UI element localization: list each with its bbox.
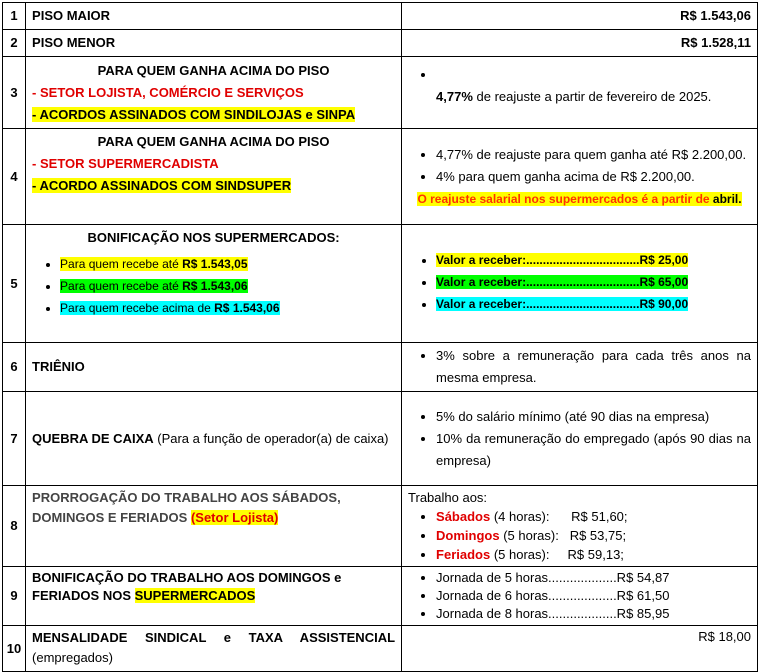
row-number: 8 <box>3 486 26 567</box>
section-title: BONIFICAÇÃO NOS SUPERMERCADOS: <box>87 230 340 245</box>
list-item: • Valor a receber:..................................R$ 65,00 <box>436 271 751 293</box>
table-row <box>3 30 758 57</box>
row-number: 5 <box>3 225 26 343</box>
row-description <box>26 129 402 225</box>
row-number: 1 <box>3 3 26 30</box>
row-number: 7 <box>3 392 26 486</box>
row-detail <box>402 57 758 129</box>
list-item: • Sábados (4 horas): R$ 51,60; <box>436 507 751 526</box>
list-item: • Feriados (5 horas): R$ 59,13; <box>436 545 751 564</box>
row-label: TRIÊNIO <box>26 343 402 392</box>
row-detail <box>402 129 758 225</box>
list-item: • Domingos (5 horas): R$ 53,75; <box>436 526 751 545</box>
table-row <box>3 57 758 129</box>
row-number: 2 <box>3 30 26 57</box>
list-item: • 4,77% de reajuste para quem ganha até R$ 2.200,00. <box>436 144 751 166</box>
list-item: • Para quem recebe acima de R$ 1.543,06 <box>60 297 395 319</box>
list-item: • 4% para quem ganha acima de R$ 2.200,00. <box>436 166 751 188</box>
row-number: 10 <box>3 626 26 672</box>
list-item: • Jornada de 5 horas...................R$ 54,87 <box>436 569 751 587</box>
row-label: PISO MAIOR <box>26 3 402 30</box>
row-description: BONIFICAÇÃO DO TRABALHO AOS DOMINGOS e FERIADOS NOS SUPERMERCADOS <box>26 567 402 626</box>
row-number: 4 <box>3 129 26 225</box>
row-detail <box>402 392 758 486</box>
table-row <box>3 392 758 486</box>
row-value: R$ 1.543,06 <box>402 3 758 30</box>
row-detail <box>402 225 758 343</box>
row-description: MENSALIDADE SINDICAL e TAXA ASSISTENCIAL (empregados) <box>26 626 402 672</box>
sector-label: - SETOR SUPERMERCADISTA <box>32 156 219 171</box>
list-item: • Para quem recebe até R$ 1.543,05 <box>60 253 395 275</box>
row-description: QUEBRA DE CAIXA (Para a função de operador(a) de caixa) <box>26 392 402 486</box>
row-number: 3 <box>3 57 26 129</box>
salary-table <box>2 2 758 672</box>
row-number: 9 <box>3 567 26 626</box>
row-value: R$ 18,00 <box>402 626 758 672</box>
raise-percent: 4,77% <box>436 88 473 104</box>
row-value: R$ 1.528,11 <box>402 30 758 57</box>
table-row <box>3 129 758 225</box>
list-item: • Jornada de 8 horas...................R$ 85,95 <box>436 605 751 623</box>
row-label: PISO MENOR <box>26 30 402 57</box>
section-title: PARA QUEM GANHA ACIMA DO PISO <box>97 62 330 78</box>
section-title: PARA QUEM GANHA ACIMA DO PISO <box>97 134 330 149</box>
agreement-label: - ACORDO ASSINADOS COM SINDSUPER <box>32 178 292 193</box>
row-description <box>26 57 402 129</box>
list-item: • Valor a receber:..................................R$ 25,00 <box>436 249 751 271</box>
table-row <box>3 3 758 30</box>
raise-note: O reajuste salarial nos supermercados é a partir de <box>417 191 713 206</box>
row-number: 6 <box>3 343 26 392</box>
table-row <box>3 567 758 626</box>
list-item: • Valor a receber:..................................R$ 90,00 <box>436 293 751 315</box>
list-item <box>436 64 751 86</box>
table-row <box>3 486 758 567</box>
list-item: • 10% da remuneração do empregado (após 90 dias na empresa) <box>436 428 751 472</box>
row-detail <box>402 567 758 626</box>
table-row <box>3 225 758 343</box>
list-item: • Jornada de 6 horas...................R$ 61,50 <box>436 587 751 605</box>
sector-label: - SETOR LOJISTA, COMÉRCIO E SERVIÇOS <box>32 84 304 100</box>
raise-text: de reajuste a partir de fevereiro de 2025. <box>472 88 712 104</box>
agreement-label: - ACORDOS ASSINADOS COM SINDILOJAS e SINPA <box>32 106 356 122</box>
list-item: • Para quem recebe até R$ 1.543,06 <box>60 275 395 297</box>
row-description: PRORROGAÇÃO DO TRABALHO AOS SÁBADOS, DOMINGOS E FERIADOS (Setor Lojista) <box>26 486 402 567</box>
row-detail <box>402 343 758 392</box>
row-detail <box>402 486 758 567</box>
work-intro: Trabalho aos: <box>408 490 488 505</box>
raise-note-month: abril. <box>712 191 742 206</box>
list-item: • 3% sobre a remuneração para cada três anos na mesma empresa. <box>436 345 751 389</box>
row-description <box>26 225 402 343</box>
list-item: 5% do salário mínimo (até 90 dias na empresa) <box>436 408 710 424</box>
table-row <box>3 343 758 392</box>
